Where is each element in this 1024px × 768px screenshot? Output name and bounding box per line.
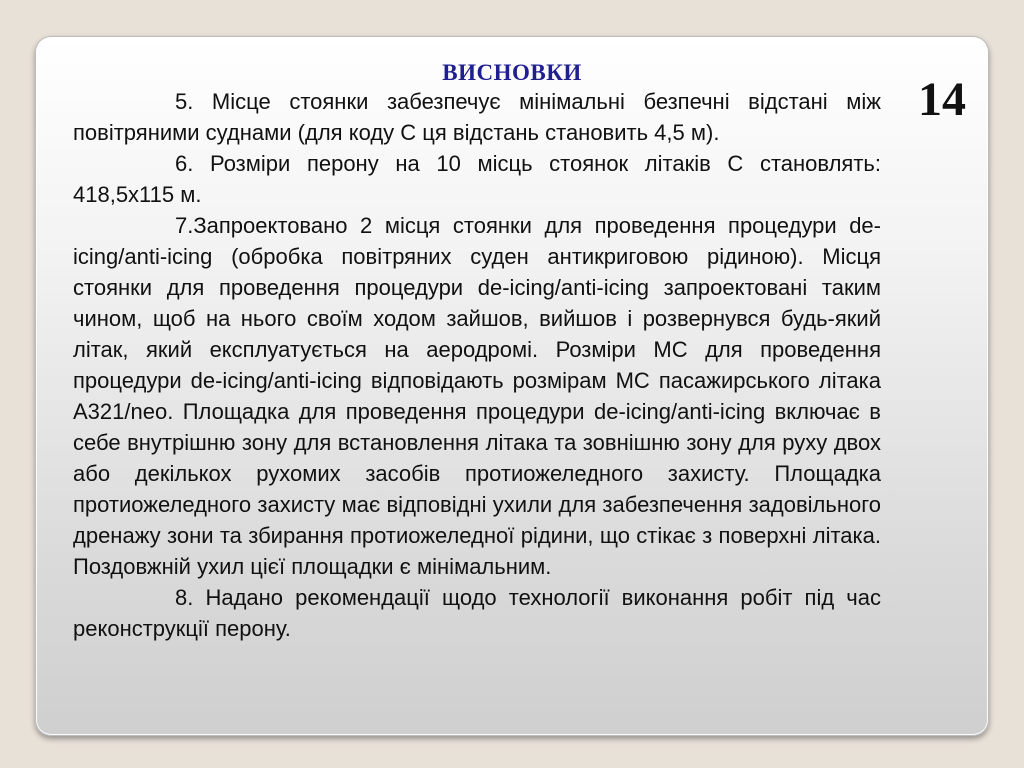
paragraph-7: 7.Запроектовано 2 місця стоянки для проведення процедури de-icing/anti-icing (обробка повітряних суден антикриговою рідиною). Місця стоянки для проведення процедури de-icing/anti-icing запроектовані таким чином, щоб на нього своїм ходом зайшов, вийшов і розвернувся будь-який літак, який експлуатується на аеродромі. Розміри МС для проведення процедури de-icing/anti-icing відповідають розмірам МС пасажирського літака А321/neo. Площадка для проведення процедури de-icing/anti-icing включає в себе внутрішню зону для встановлення літака та зовнішню зону для руху двох або декількох рухомих засобів протиожеледного захисту. Площадка протиожеледного захисту має відповідні ухили для забезпечення задовільного дренажу зони та збирання протиожеледної рідини, що стікає з поверхні літака. Поздовжній ухил цієї площадки є мінімальним.: [73, 213, 881, 579]
paragraph-8: 8. Надано рекомендації щодо технології виконання робіт під час реконструкції перону.: [73, 585, 881, 641]
slide-body: [73, 86, 881, 644]
paragraph-5: 5. Місце стоянки забезпечує мінімальні безпечні відстані між повітряними суднами (для коду С ця відстань становить 4,5 м).: [73, 89, 881, 145]
paragraph-6: 6. Розміри перону на 10 місць стоянок літаків С становлять: 418,5х115 м.: [73, 151, 881, 207]
slide-number: 14: [918, 73, 966, 126]
slide-title: ВИСНОВКИ: [442, 60, 582, 85]
